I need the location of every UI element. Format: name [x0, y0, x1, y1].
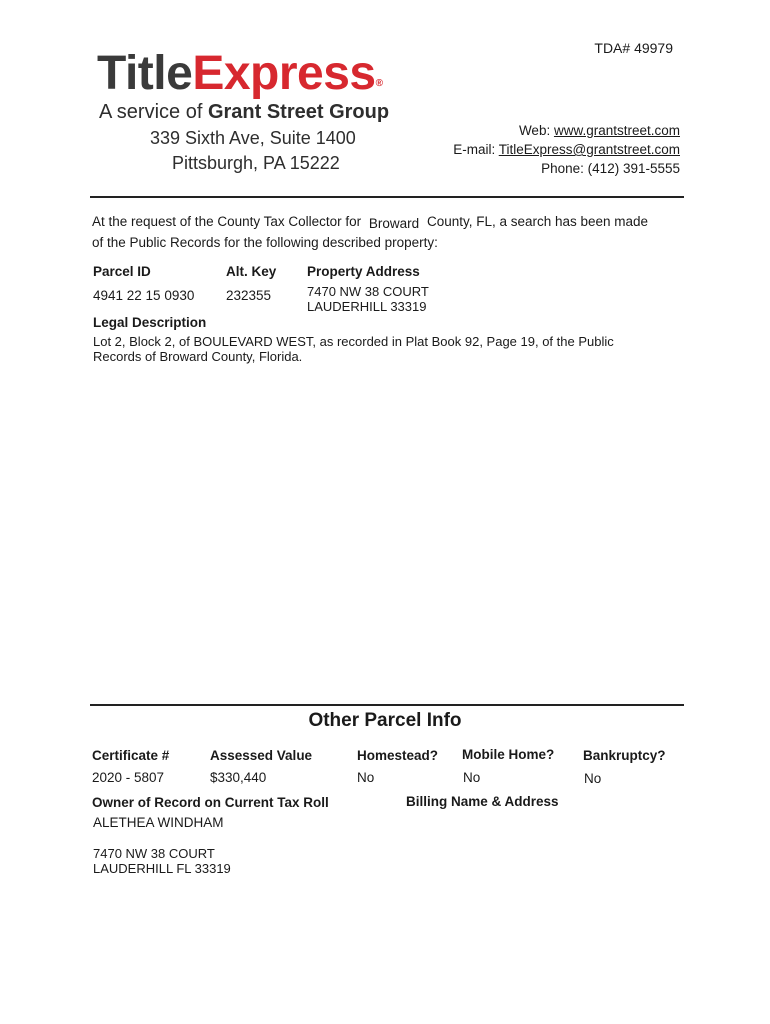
bankruptcy-value: No — [584, 771, 602, 786]
header-divider — [90, 196, 684, 198]
assessed-value: $330,440 — [210, 770, 267, 785]
owner-address — [93, 846, 231, 876]
web-line — [453, 121, 680, 140]
email-line — [453, 140, 680, 159]
legal-description-label: Legal Description — [93, 315, 207, 330]
titleexpress-logo — [97, 46, 382, 102]
owner-of-record-label: Owner of Record on Current Tax Roll — [92, 795, 329, 810]
mobile-home-value: No — [463, 770, 481, 785]
logo-title-dark: Title — [97, 47, 193, 100]
legal-description-line2: Records of Broward County, Florida. — [93, 349, 303, 364]
bankruptcy-label: Bankruptcy? — [583, 748, 666, 763]
intro-part1: At the request of the County Tax Collector for — [92, 214, 365, 229]
property-address-label: Property Address — [307, 264, 420, 279]
other-parcel-info-title: Other Parcel Info — [308, 710, 462, 731]
other-info-divider — [90, 704, 684, 706]
homestead-label: Homestead? — [357, 748, 439, 763]
owner-name: ALETHEA WINDHAM — [93, 815, 224, 830]
logo-subtitle-company: Grant Street Group — [207, 101, 390, 123]
company-address-line2: Pittsburgh, PA 15222 — [172, 153, 340, 173]
homestead-value: No — [357, 770, 375, 785]
owner-address-line2: LAUDERHILL FL 33319 — [93, 861, 231, 876]
mobile-home-label: Mobile Home? — [462, 747, 555, 762]
property-address-line1: 7470 NW 38 COURT — [307, 284, 429, 299]
alt-key-value: 232355 — [226, 288, 272, 303]
web-link[interactable]: www.grantstreet.com — [553, 123, 680, 138]
property-address-line2: LAUDERHILL 33319 — [307, 299, 427, 314]
county-value: Broward — [368, 216, 420, 231]
company-address-line1: 339 Sixth Ave, Suite 1400 — [150, 128, 356, 148]
logo-subtitle-prefix: A service of — [99, 101, 208, 123]
intro-line2: of the Public Records for the following described property: — [92, 235, 438, 250]
billing-name-address-label: Billing Name & Address — [406, 794, 559, 809]
logo-title-red: Express — [192, 47, 376, 100]
owner-address-line1: 7470 NW 38 COURT — [93, 846, 215, 861]
logo-subtitle — [99, 101, 389, 124]
email-link[interactable]: TitleExpress@grantstreet.com — [498, 142, 680, 157]
legal-description-line1: Lot 2, Block 2, of BOULEVARD WEST, as recorded in Plat Book 92, Page 19, of the Public — [93, 334, 614, 349]
certificate-label: Certificate # — [92, 748, 170, 763]
web-label: Web: — [518, 123, 554, 138]
intro-line1 — [92, 212, 648, 232]
intro-part2: County, FL, a search has been made — [423, 214, 649, 229]
email-label: E-mail: — [453, 142, 499, 157]
phone-line: Phone: (412) 391-5555 — [541, 161, 680, 176]
contact-block — [453, 121, 680, 178]
tda-number: TDA# 49979 — [594, 40, 673, 56]
legal-description — [93, 334, 614, 364]
parcel-id-label: Parcel ID — [93, 264, 151, 279]
alt-key-label: Alt. Key — [226, 264, 277, 279]
parcel-id-value: 4941 22 15 0930 — [93, 288, 195, 303]
property-address-value — [307, 284, 429, 314]
registered-mark: ® — [375, 78, 383, 89]
certificate-value: 2020 - 5807 — [92, 770, 165, 785]
assessed-value-label: Assessed Value — [210, 748, 313, 763]
